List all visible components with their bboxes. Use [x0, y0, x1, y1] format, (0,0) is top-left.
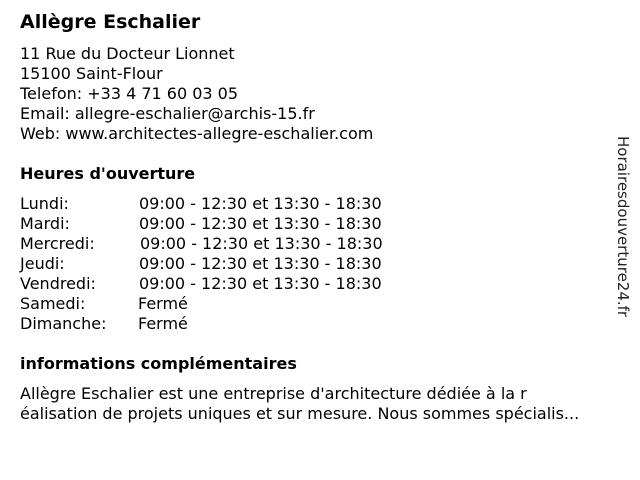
additional-info-heading: informations complémentaires	[20, 354, 297, 373]
street-address: 11 Rue du Docteur Lionnet	[20, 44, 235, 63]
day-hours: 09:00 - 12:30 et 13:30 - 18:30	[139, 194, 382, 213]
day-hours: 09:00 - 12:30 et 13:30 - 18:30	[139, 274, 382, 293]
description-line: Allègre Eschalier est une entreprise d'architecture dédiée à la r	[20, 384, 527, 403]
day-label: Vendredi:	[20, 274, 96, 293]
day-hours: Fermé	[138, 314, 188, 333]
day-label: Mercredi:	[20, 234, 95, 253]
business-description	[20, 384, 632, 424]
city-postcode: 15100 Saint-Flour	[20, 64, 163, 83]
day-label: Mardi:	[20, 214, 70, 233]
business-name: Allègre Eschalier	[20, 11, 201, 33]
contact-block	[20, 44, 373, 144]
description-line: éalisation de projets uniques et sur mesure. Nous sommes spécialis...	[20, 404, 580, 423]
phone-number: Telefon: +33 4 71 60 03 05	[20, 84, 239, 103]
day-label: Samedi:	[20, 294, 86, 313]
email-address: Email: allegre-eschalier@archis-15.fr	[20, 104, 315, 123]
day-label: Dimanche:	[20, 314, 107, 333]
day-hours: 09:00 - 12:30 et 13:30 - 18:30	[139, 214, 382, 233]
day-hours: 09:00 - 12:30 et 13:30 - 18:30	[140, 234, 383, 253]
day-label: Jeudi:	[20, 254, 65, 273]
opening-hours-heading: Heures d'ouverture	[20, 164, 196, 183]
day-label: Lundi:	[20, 194, 69, 213]
website-address: Web: www.architectes-allegre-eschalier.com	[20, 124, 374, 143]
day-hours: Fermé	[138, 294, 188, 313]
day-hours: 09:00 - 12:30 et 13:30 - 18:30	[139, 254, 382, 273]
site-watermark: Horairesdouverture24.fr	[614, 136, 632, 318]
